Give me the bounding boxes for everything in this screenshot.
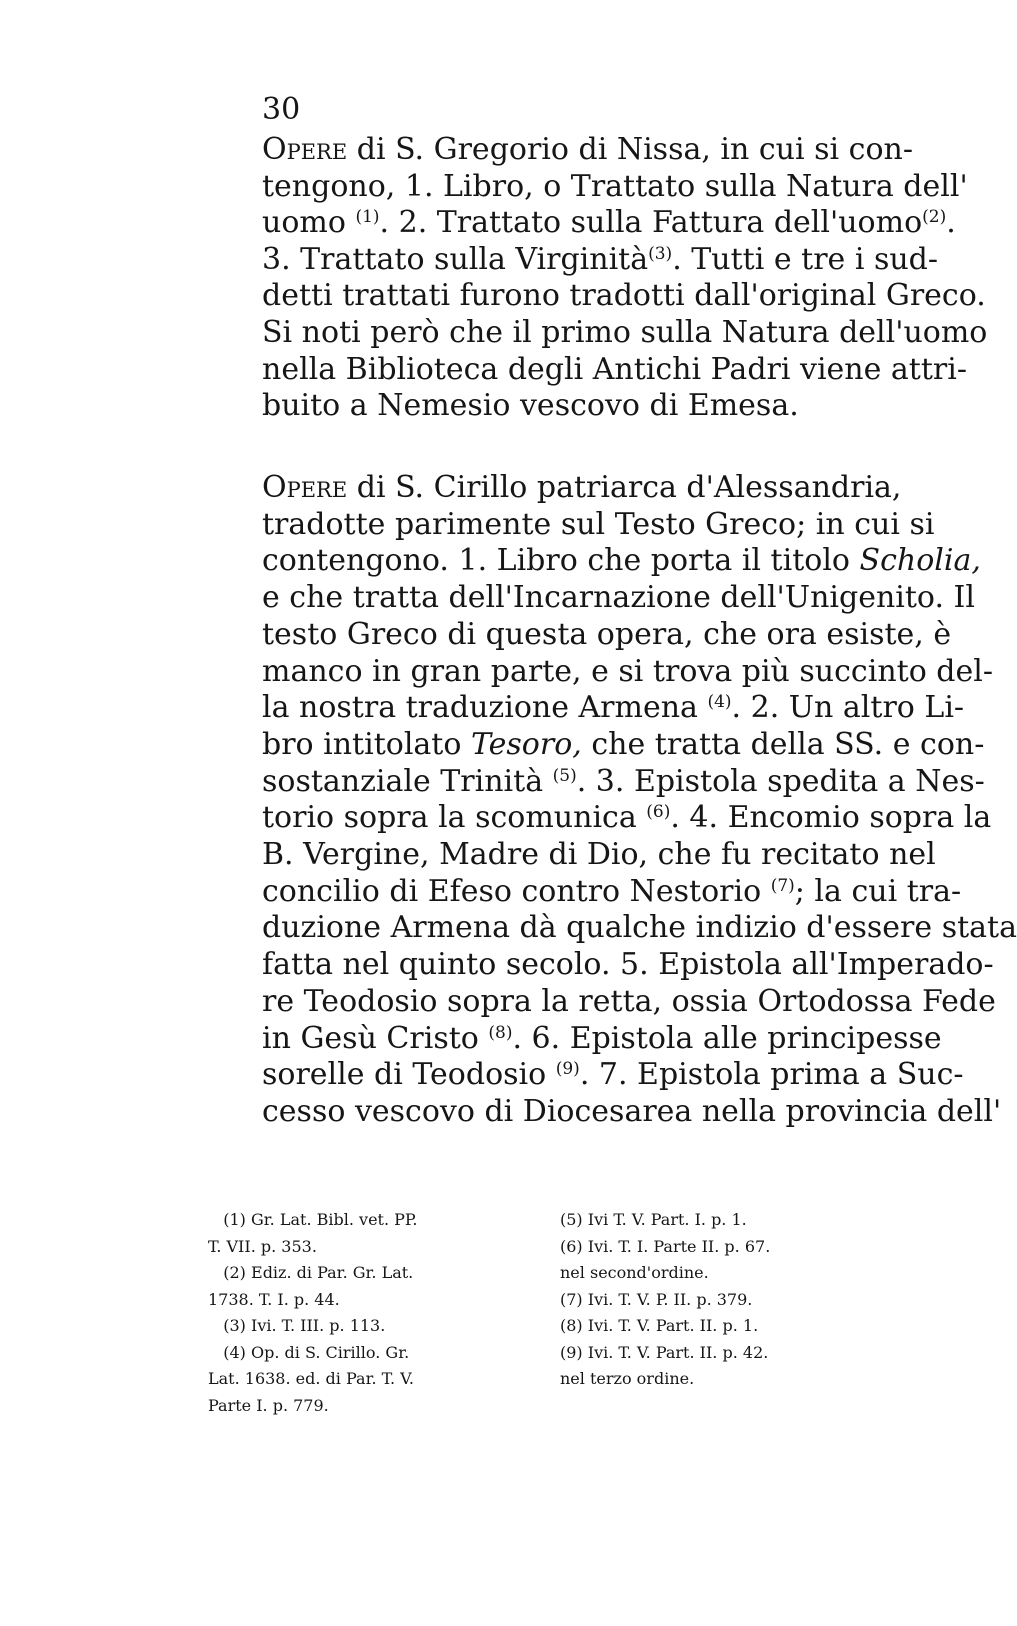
footnote-line <box>208 1207 538 1234</box>
line-text: (1) Gr. Lat. Bibl. vet. PP. <box>208 1210 418 1229</box>
line-text: contengono. 1. Libro che porta il titolo <box>262 543 860 579</box>
text-line <box>262 982 996 1022</box>
footnotes-left-column <box>208 1207 538 1419</box>
footnote-line <box>560 1313 900 1340</box>
line-text: sorelle di Teodosio <box>262 1057 556 1093</box>
line-text: . 4. Encomio sopra la <box>670 800 992 836</box>
text-line <box>262 1055 964 1095</box>
line-text: (3) Ivi. T. III. p. 113. <box>208 1316 386 1335</box>
line-text: duzione Armena dà qualche indizio d'essere stata <box>262 910 1017 946</box>
footnote-line <box>560 1340 900 1367</box>
text-line <box>262 203 956 243</box>
italic-title: Tesoro, <box>470 726 582 762</box>
line-text: in Gesù Cristo <box>262 1020 489 1056</box>
line-text: (4) Op. di S. Cirillo. Gr. <box>208 1342 410 1362</box>
text-line <box>262 652 993 692</box>
line-text: nel second'ordine. <box>560 1263 709 1282</box>
text-line <box>262 578 975 618</box>
text-line <box>262 240 939 280</box>
footnote-ref: (8) <box>488 1022 513 1043</box>
line-text: nel terzo ordine. <box>560 1369 695 1388</box>
line-text: T. VII. p. 353. <box>208 1236 317 1256</box>
footnote-line <box>560 1207 900 1234</box>
text-line <box>262 945 994 985</box>
small-caps-word: Opere <box>262 132 348 167</box>
line-text: . Tutti e tre i sud- <box>672 241 939 277</box>
footnote-line <box>208 1340 538 1367</box>
footnote-ref: (6) <box>646 802 671 823</box>
line-text: (6) Ivi. T. I. Parte II. p. 67. <box>560 1236 771 1256</box>
text-line <box>262 1092 1002 1132</box>
footnote-line <box>560 1287 900 1314</box>
line-text: torio sopra la scomunica <box>262 800 647 836</box>
line-text: uomo <box>262 205 356 241</box>
page-number: 30 <box>262 92 301 127</box>
line-text: ; la cui tra- <box>794 873 962 909</box>
footnote-line <box>208 1366 538 1393</box>
text-line <box>262 541 981 581</box>
line-text: . 7. Epistola prima a Suc- <box>579 1057 964 1093</box>
text-line <box>262 313 988 353</box>
line-text: . 2. Trattato sulla Fattura dell'uomo <box>379 205 923 241</box>
text-line <box>262 350 967 390</box>
text-line <box>262 835 936 875</box>
line-text: . 6. Epistola alle principesse <box>512 1020 942 1056</box>
text-line <box>262 615 952 655</box>
line-text: (8) Ivi. T. V. Part. II. p. 1. <box>560 1316 759 1335</box>
footnote-line <box>560 1366 900 1393</box>
footnote-line <box>208 1393 538 1420</box>
text-line <box>262 725 985 765</box>
line-text: re Teodosio sopra la retta, ossia Ortodossa Fede <box>262 983 996 1019</box>
line-text: (9) Ivi. T. V. Part. II. p. 42. <box>560 1342 769 1362</box>
line-text: sostanziale Trinità <box>262 763 553 799</box>
text-line <box>262 908 1017 948</box>
text-line <box>262 762 985 802</box>
line-text: . 2. Un altro Li- <box>731 690 965 726</box>
footnote-line <box>208 1234 538 1261</box>
line-text: la nostra traduzione Armena <box>262 690 708 726</box>
footnotes-right-column <box>560 1207 900 1393</box>
line-text: fatta nel quinto secolo. 5. Epistola all'Imperado- <box>262 947 994 983</box>
line-text: Si noti però che il primo sulla Natura dell'uomo <box>262 315 988 350</box>
text-line <box>262 468 902 508</box>
text-line <box>262 386 890 426</box>
text-line <box>262 872 962 912</box>
line-text: tengono, 1. Libro, o Trattato sulla Natura dell' <box>262 168 968 204</box>
line-text: nella Biblioteca degli Antichi Padri viene attri- <box>262 351 967 387</box>
footnote-line <box>560 1234 900 1261</box>
line-text: (2) Ediz. di Par. Gr. Lat. <box>208 1263 414 1282</box>
footnote-ref: (2) <box>922 207 947 228</box>
line-text: 1738. T. I. p. 44. <box>208 1289 340 1309</box>
line-text: . 3. Epistola spedita a Nes- <box>576 763 985 799</box>
line-text: bro intitolato <box>262 726 471 762</box>
line-text: . <box>946 205 956 241</box>
line-text: tradotte parimente sul Testo Greco; in cui si <box>262 506 935 542</box>
line-text: cesso vescovo di Diocesarea nella provincia dell' <box>262 1093 1002 1129</box>
footnote-ref: (1) <box>355 207 380 228</box>
line-text: di S. Gregorio di Nissa, in cui si con- <box>347 132 913 167</box>
line-text: che tratta della SS. e con- <box>581 726 985 762</box>
text-line <box>262 1019 942 1059</box>
small-caps-word: Opere <box>262 470 348 505</box>
footnote-ref: (7) <box>770 875 795 896</box>
italic-title: Scholia, <box>859 543 981 579</box>
text-line <box>262 505 935 545</box>
text-line <box>262 798 992 838</box>
footnote-line <box>560 1260 900 1287</box>
line-text: e che tratta dell'Incarnazione dell'Unigenito. Il <box>262 580 975 616</box>
line-text: manco in gran parte, e si trova più succinto del- <box>262 653 993 689</box>
line-text: detti trattati furono tradotti dall'original Greco. <box>262 278 986 314</box>
footnote-ref: (3) <box>648 243 673 264</box>
line-text: B. Vergine, Madre di Dio, che fu recitato nel <box>262 837 936 872</box>
text-line <box>262 130 913 170</box>
text-line <box>262 276 986 316</box>
text-line <box>262 688 965 728</box>
footnote-ref: (4) <box>707 692 732 713</box>
footnote-line <box>208 1260 538 1287</box>
line-text: (7) Ivi. T. V. P. II. p. 379. <box>560 1289 753 1309</box>
footnote-line <box>208 1313 538 1340</box>
line-text: buito a Nemesio vescovo di Emesa. <box>262 388 799 424</box>
line-text: concilio di Efeso contro Nestorio <box>262 873 771 909</box>
line-text: testo Greco di questa opera, che ora esiste, è <box>262 616 952 652</box>
footnote-ref: (5) <box>552 765 577 786</box>
line-text: (5) Ivi T. V. Part. I. p. 1. <box>560 1210 747 1229</box>
footnote-line <box>208 1287 538 1314</box>
text-line <box>262 167 968 207</box>
line-text: di S. Cirillo patriarca d'Alessandria, <box>347 470 902 505</box>
line-text: 3. Trattato sulla Virginità <box>262 241 649 277</box>
line-text: Lat. 1638. ed. di Par. T. V. <box>208 1369 414 1388</box>
line-text: Parte I. p. 779. <box>208 1395 329 1415</box>
footnote-ref: (9) <box>555 1059 580 1080</box>
